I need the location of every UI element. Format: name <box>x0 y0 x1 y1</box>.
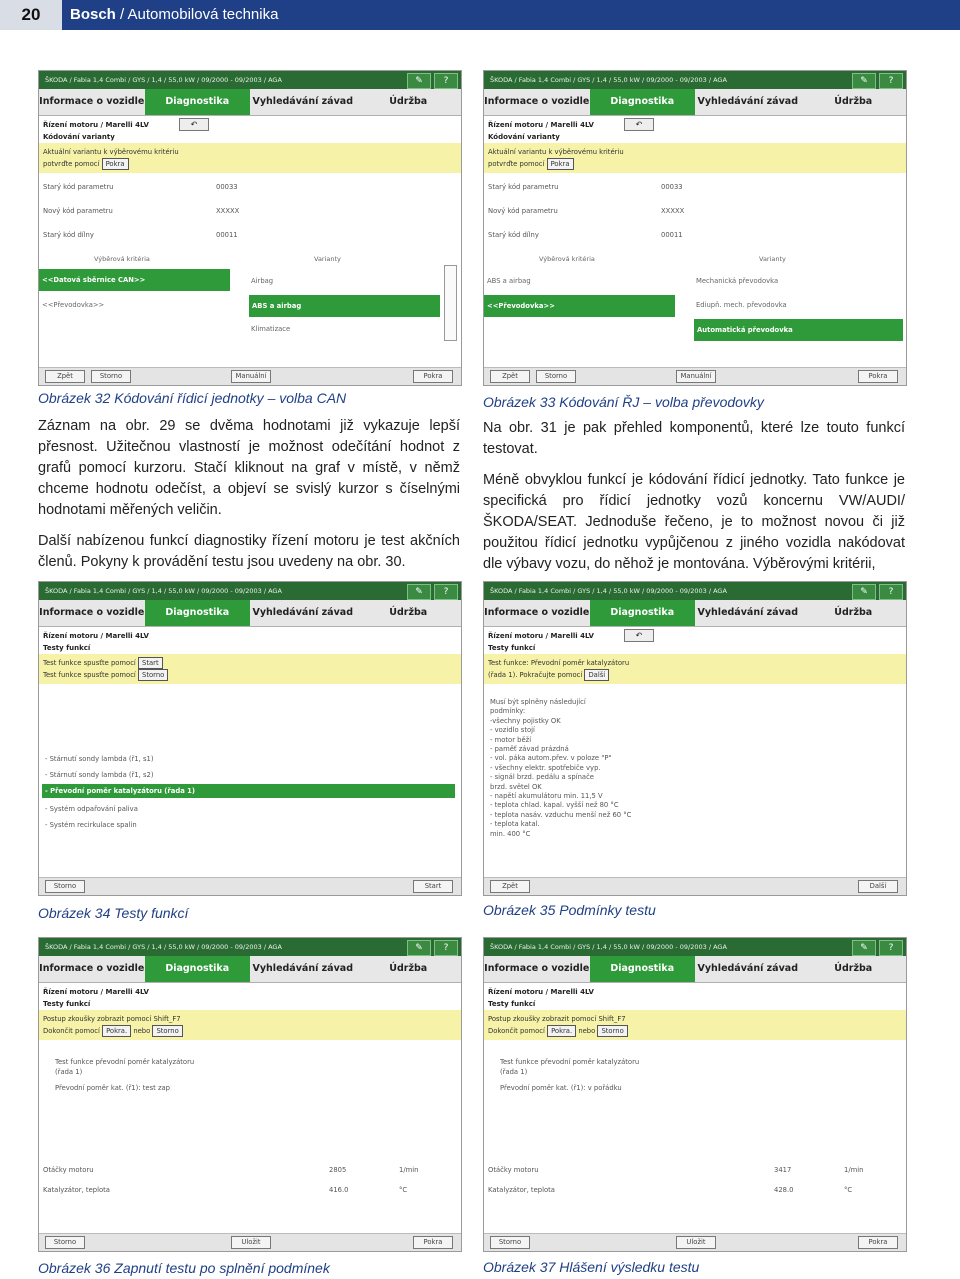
test-result-panel <box>484 1040 906 1240</box>
figure-36-screenshot <box>38 937 462 1252</box>
measure-value: 2805 <box>329 1166 347 1174</box>
function-path: Řízení motoru / Marelli 4LV <box>488 632 594 640</box>
wrench-icon[interactable]: ✎ <box>852 73 876 89</box>
instruction-line: Test funkce spusťte pomocí <box>43 659 136 667</box>
function-header <box>39 627 461 654</box>
variant-item-selected[interactable]: ABS a airbag <box>249 295 440 317</box>
cancel-button[interactable]: Storno <box>45 880 85 893</box>
footer-bar <box>484 1233 906 1251</box>
help-icon[interactable]: ? <box>434 940 458 956</box>
continue-key[interactable]: Pokra <box>547 158 574 170</box>
figure-caption: Obrázek 32 Kódování řídicí jednotky – volba CAN <box>38 390 347 406</box>
figure-caption: Obrázek 36 Zapnutí testu po splnění podmínek <box>38 1260 330 1276</box>
save-button[interactable]: Uložit <box>231 1236 271 1249</box>
continue-key[interactable]: Pokra. <box>102 1025 131 1037</box>
tab-fault-finding[interactable]: Vyhledávání závad <box>252 963 353 974</box>
figure-caption: Obrázek 33 Kódování ŘJ – volba převodovky <box>483 394 764 410</box>
tab-maintenance[interactable]: Údržba <box>389 96 428 107</box>
criteria-item-selected[interactable]: <<Převodovka>> <box>484 295 675 317</box>
footer-bar <box>39 367 461 385</box>
continue-button[interactable]: Pokra <box>413 1236 453 1249</box>
tab-fault-finding[interactable]: Vyhledávání závad <box>697 96 798 107</box>
param-label: Starý kód parametru <box>488 183 559 191</box>
function-name: Testy funkcí <box>488 1000 536 1008</box>
test-status-panel <box>39 1040 461 1240</box>
condition-line: podmínky: <box>490 707 526 716</box>
figure-37-screenshot <box>483 937 907 1252</box>
test-name-cont: (řada 1) <box>500 1068 528 1076</box>
instruction-line: potvrďte pomocí <box>43 160 100 168</box>
param-value: 00033 <box>216 183 238 191</box>
condition-line: Musí být splněny následující <box>490 698 586 706</box>
main-tabs <box>39 956 461 983</box>
param-label: Starý kód dílny <box>488 231 539 239</box>
main-tabs <box>484 956 906 983</box>
param-value: XXXXX <box>216 207 240 215</box>
param-value: 00033 <box>661 183 683 191</box>
paragraph: Další nabízenou funkcí diagnostiky řízení motoru je test akčních členů. Pokyny k provádění testu jsou uvedeny na obr. 30. <box>38 533 460 570</box>
wrench-icon[interactable]: ✎ <box>407 940 431 956</box>
tab-maintenance[interactable]: Údržba <box>834 96 873 107</box>
continue-button[interactable]: Pokra <box>858 370 898 383</box>
measure-unit: 1/min <box>844 1166 864 1174</box>
function-header <box>484 627 906 654</box>
variant-item[interactable]: Mechanická převodovka <box>696 277 779 285</box>
test-name-cont: (řada 1) <box>55 1068 83 1076</box>
next-button[interactable]: Další <box>858 880 898 893</box>
vehicle-title-bar <box>484 71 906 89</box>
figure-33-screenshot <box>483 70 907 386</box>
help-icon[interactable]: ? <box>879 940 903 956</box>
instruction-line: Dokončit pomocí <box>43 1027 100 1035</box>
list-item[interactable]: - Systém odpařování paliva <box>45 805 138 813</box>
body-text-left <box>38 416 460 583</box>
next-key[interactable]: Další <box>584 669 609 681</box>
cancel-button[interactable]: Storno <box>536 370 576 383</box>
conditions-list <box>490 698 631 839</box>
figure-35-screenshot <box>483 581 907 896</box>
figure-caption: Obrázek 35 Podmínky testu <box>483 902 656 918</box>
back-arrow-icon[interactable]: ↶ <box>624 118 654 131</box>
param-value: XXXXX <box>661 207 685 215</box>
criteria-header: Výběrová kritéria <box>94 255 150 263</box>
test-name: Test funkce převodní poměr katalyzátoru <box>55 1058 195 1066</box>
param-label: Nový kód parametru <box>488 207 558 215</box>
measure-unit: 1/min <box>399 1166 419 1174</box>
condition-line: - teplota katal. <box>490 820 540 829</box>
continue-button[interactable]: Pokra <box>413 370 453 383</box>
wrench-icon[interactable]: ✎ <box>852 584 876 600</box>
criteria-item[interactable]: <<Převodovka>> <box>42 301 105 309</box>
criteria-item[interactable]: ABS a airbag <box>487 277 531 285</box>
coding-panel <box>484 173 906 373</box>
param-label: Starý kód parametru <box>43 183 114 191</box>
instruction-line: potvrďte pomocí <box>488 160 545 168</box>
vehicle-title: ŠKODA / Fabia 1,4 Combi / GYS / 1,4 / 55,0 kW / 09/2000 - 09/2003 / AGA <box>45 943 282 951</box>
variant-item-selected[interactable]: Automatická převodovka <box>694 319 903 341</box>
paragraph: Méně obvyklou funkcí je kódování řídicí jednotky. Tato funkce je specifická pro řídicí jednotky vozů koncernu VW/AUDI/ŠKODA/SEAT. Jednoduše řečeno, je to možnost novou či již použitou řídicí jednotku vypůjčenou z jiného vozidla nakódovat dle výbavy vozu, do něhož je montována. Výběrovými kritérii, <box>483 472 905 572</box>
tab-vehicle-info[interactable]: Informace o vozidle <box>484 96 590 107</box>
footer-bar <box>39 1233 461 1251</box>
measure-value: 3417 <box>774 1166 792 1174</box>
tab-maintenance[interactable]: Údržba <box>834 963 873 974</box>
title-separator: / <box>115 6 128 23</box>
vehicle-title: ŠKODA / Fabia 1,4 Combi / GYS / 1,4 / 55,0 kW / 09/2000 - 09/2003 / AGA <box>45 587 282 595</box>
variants-header: Varianty <box>314 255 341 263</box>
test-status: Převodní poměr kat. (ř1): test zap <box>55 1084 170 1092</box>
tab-diagnostics[interactable]: Diagnostika <box>145 600 251 626</box>
measure-unit: °C <box>844 1186 853 1194</box>
condition-line: - paměť závad prázdná <box>490 745 569 754</box>
save-button[interactable]: Uložit <box>676 1236 716 1249</box>
tab-vehicle-info[interactable]: Informace o vozidle <box>484 607 590 618</box>
tab-fault-finding[interactable]: Vyhledávání závad <box>252 607 353 618</box>
help-icon[interactable]: ? <box>434 73 458 89</box>
figure-caption: Obrázek 37 Hlášení výsledku testu <box>483 1259 700 1275</box>
instruction-box <box>484 143 906 173</box>
param-label: Starý kód dílny <box>43 231 94 239</box>
measure-label: Otáčky motoru <box>488 1166 539 1174</box>
condition-line: brzd. světel OK <box>490 782 542 791</box>
instruction-line: Aktuální variantu k výběrovému kritériu <box>488 148 624 156</box>
param-value: 00011 <box>661 231 683 239</box>
test-result: Převodní poměr kat. (ř1): v pořádku <box>500 1084 622 1092</box>
function-name: Kódování varianty <box>43 133 115 141</box>
function-path: Řízení motoru / Marelli 4LV <box>43 121 149 129</box>
back-arrow-icon[interactable]: ↶ <box>624 629 654 642</box>
back-button[interactable]: Zpět <box>45 370 85 383</box>
wrench-icon[interactable]: ✎ <box>407 73 431 89</box>
main-tabs <box>484 89 906 116</box>
wrench-icon[interactable]: ✎ <box>852 940 876 956</box>
condition-line: - napětí akumulátoru min. 11,5 V <box>490 792 603 801</box>
test-list <box>39 684 461 884</box>
condition-line: - teplota chlad. kapal. vyšší než 80 °C <box>490 801 619 810</box>
footer-bar <box>484 367 906 385</box>
tab-maintenance[interactable]: Údržba <box>389 963 428 974</box>
instruction-box <box>484 1010 906 1040</box>
page-header <box>0 0 960 30</box>
continue-key[interactable]: Pokra <box>102 158 129 170</box>
function-header <box>484 983 906 1010</box>
function-path: Řízení motoru / Marelli 4LV <box>488 121 594 129</box>
main-tabs <box>39 600 461 627</box>
tab-fault-finding[interactable]: Vyhledávání závad <box>697 963 798 974</box>
list-item[interactable]: - Stárnutí sondy lambda (ř1, s2) <box>45 771 154 779</box>
body-text-right <box>483 418 905 585</box>
instruction-line: Test funkce spusťte pomocí <box>43 671 136 679</box>
footer-bar <box>39 877 461 895</box>
variants-header: Varianty <box>759 255 786 263</box>
measure-label: Katalyzátor, teplota <box>43 1186 110 1194</box>
variant-item[interactable]: Klimatizace <box>251 325 291 333</box>
list-item[interactable]: - Systém recirkulace spalin <box>45 821 137 829</box>
variant-item[interactable]: Ediupň. mech. převodovka <box>696 301 787 309</box>
figure-34-screenshot <box>38 581 462 896</box>
tab-fault-finding[interactable]: Vyhledávání závad <box>697 607 798 618</box>
condition-line: - signál brzd. pedálu a spínače <box>490 773 594 782</box>
vehicle-title: ŠKODA / Fabia 1,4 Combi / GYS / 1,4 / 55,0 kW / 09/2000 - 09/2003 / AGA <box>490 76 727 84</box>
condition-line: - teplota nasáv. vzduchu menší než 60 °C <box>490 810 632 819</box>
tab-diagnostics[interactable]: Diagnostika <box>590 956 696 982</box>
instruction-box <box>39 143 461 173</box>
list-item[interactable]: - Stárnutí sondy lambda (ř1, s1) <box>45 755 154 763</box>
help-icon[interactable]: ? <box>879 584 903 600</box>
back-arrow-icon[interactable]: ↶ <box>179 118 209 131</box>
instruction-conjunction: nebo <box>133 1027 151 1035</box>
instruction-box <box>39 1010 461 1040</box>
variant-scrollbar[interactable] <box>444 265 457 341</box>
vehicle-title-bar <box>39 582 461 600</box>
vehicle-title-bar <box>39 938 461 956</box>
measure-label: Otáčky motoru <box>43 1166 94 1174</box>
function-path: Řízení motoru / Marelli 4LV <box>43 632 149 640</box>
instruction-line: Test funkce: Převodní poměr katalyzátoru <box>488 659 630 667</box>
tab-vehicle-info[interactable]: Informace o vozidle <box>484 963 590 974</box>
paragraph: Na obr. 31 je pak přehled komponentů, které lze touto funkcí testovat. <box>483 420 905 457</box>
start-key[interactable]: Start <box>138 657 163 669</box>
conditions-panel <box>484 684 906 884</box>
vehicle-title: ŠKODA / Fabia 1,4 Combi / GYS / 1,4 / 55,0 kW / 09/2000 - 09/2003 / AGA <box>45 76 282 84</box>
manual-button[interactable]: Manuální <box>676 370 716 383</box>
manual-button[interactable]: Manuální <box>231 370 271 383</box>
measure-unit: °C <box>399 1186 408 1194</box>
figure-32-screenshot <box>38 70 462 386</box>
footer-bar <box>484 877 906 895</box>
instruction-conjunction: nebo <box>578 1027 596 1035</box>
function-name: Kódování varianty <box>488 133 560 141</box>
start-button[interactable]: Start <box>413 880 453 893</box>
back-button[interactable]: Zpět <box>490 880 530 893</box>
cancel-button[interactable]: Storno <box>490 1236 530 1249</box>
tab-diagnostics[interactable]: Diagnostika <box>145 956 251 982</box>
coding-panel <box>39 173 461 373</box>
tab-vehicle-info[interactable]: Informace o vozidle <box>39 607 145 618</box>
tab-diagnostics[interactable]: Diagnostika <box>145 89 251 115</box>
measure-value: 428.0 <box>774 1186 794 1194</box>
param-label: Nový kód parametru <box>43 207 113 215</box>
tab-diagnostics[interactable]: Diagnostika <box>590 89 696 115</box>
function-name: Testy funkcí <box>43 1000 91 1008</box>
figure-caption: Obrázek 34 Testy funkcí <box>38 905 189 921</box>
instruction-line: Dokončit pomocí <box>488 1027 545 1035</box>
help-icon[interactable]: ? <box>434 584 458 600</box>
brand-name: Bosch <box>70 6 116 23</box>
list-item-selected[interactable]: - Převodní poměr katalyzátoru (řada 1) <box>42 784 455 798</box>
condition-line: - motor běží <box>490 735 532 744</box>
help-icon[interactable]: ? <box>879 73 903 89</box>
condition-line: - vol. páka autom.přev. v poloze "P" <box>490 754 612 763</box>
condition-line: - vozidlo stojí <box>490 726 535 735</box>
function-path: Řízení motoru / Marelli 4LV <box>43 988 149 996</box>
param-value: 00011 <box>216 231 238 239</box>
tab-maintenance[interactable]: Údržba <box>389 607 428 618</box>
back-button[interactable]: Zpět <box>490 370 530 383</box>
tab-maintenance[interactable]: Údržba <box>834 607 873 618</box>
cancel-key[interactable]: Storno <box>597 1025 627 1037</box>
continue-button[interactable]: Pokra <box>858 1236 898 1249</box>
test-name: Test funkce převodní poměr katalyzátoru <box>500 1058 640 1066</box>
tab-vehicle-info[interactable]: Informace o vozidle <box>39 96 145 107</box>
cancel-key[interactable]: Storno <box>138 669 168 681</box>
main-tabs <box>39 89 461 116</box>
tab-vehicle-info[interactable]: Informace o vozidle <box>39 963 145 974</box>
section-name: Automobilová technika <box>127 6 279 23</box>
function-path: Řízení motoru / Marelli 4LV <box>488 988 594 996</box>
function-header <box>39 983 461 1010</box>
main-tabs <box>484 600 906 627</box>
criteria-header: Výběrová kritéria <box>539 255 595 263</box>
tab-fault-finding[interactable]: Vyhledávání závad <box>252 96 353 107</box>
vehicle-title: ŠKODA / Fabia 1,4 Combi / GYS / 1,4 / 55,0 kW / 09/2000 - 09/2003 / AGA <box>490 587 727 595</box>
vehicle-title-bar <box>39 71 461 89</box>
measure-label: Katalyzátor, teplota <box>488 1186 555 1194</box>
instruction-line: Aktuální variantu k výběrovému kritériu <box>43 148 179 156</box>
function-name: Testy funkcí <box>488 644 536 652</box>
page-number: 20 <box>0 0 62 30</box>
condition-line: -všechny pojistky OK <box>490 716 561 725</box>
cancel-button[interactable]: Storno <box>45 1236 85 1249</box>
vehicle-title: ŠKODA / Fabia 1,4 Combi / GYS / 1,4 / 55,0 kW / 09/2000 - 09/2003 / AGA <box>490 943 727 951</box>
continue-key[interactable]: Pokra. <box>547 1025 576 1037</box>
condition-line: - všechny elektr. spotřebiče vyp. <box>490 763 601 772</box>
variant-item[interactable]: Airbag <box>251 277 274 285</box>
running-title <box>70 0 278 30</box>
criteria-item-selected[interactable]: <<Datová sběrnice CAN>> <box>39 269 230 291</box>
instruction-line: Postup zkoušky zobrazit pomocí Shift_F7 <box>488 1015 626 1023</box>
instruction-line: Postup zkoušky zobrazit pomocí Shift_F7 <box>43 1015 181 1023</box>
function-header <box>484 116 906 143</box>
vehicle-title-bar <box>484 938 906 956</box>
tab-diagnostics[interactable]: Diagnostika <box>590 600 696 626</box>
instruction-box <box>39 654 461 684</box>
function-header <box>39 116 461 143</box>
vehicle-title-bar <box>484 582 906 600</box>
instruction-line: (řada 1). Pokračujte pomocí <box>488 671 583 679</box>
instruction-box <box>484 654 906 684</box>
condition-line: min. 400 °C <box>490 829 531 838</box>
paragraph: Záznam na obr. 29 se dvěma hodnotami již vykazuje lepší přesnost. Užitečnou vlastností je možnost odečítání hodnot z grafů pomocí kurzoru. Stačí kliknout na graf v místě, v němž chceme hodnotu odečíst, a objeví se svislý kurzor s číselnými hodnotami měřených veličin. <box>38 418 460 518</box>
function-name: Testy funkcí <box>43 644 91 652</box>
cancel-key[interactable]: Storno <box>152 1025 182 1037</box>
cancel-button[interactable]: Storno <box>91 370 131 383</box>
measure-value: 416.0 <box>329 1186 349 1194</box>
wrench-icon[interactable]: ✎ <box>407 584 431 600</box>
